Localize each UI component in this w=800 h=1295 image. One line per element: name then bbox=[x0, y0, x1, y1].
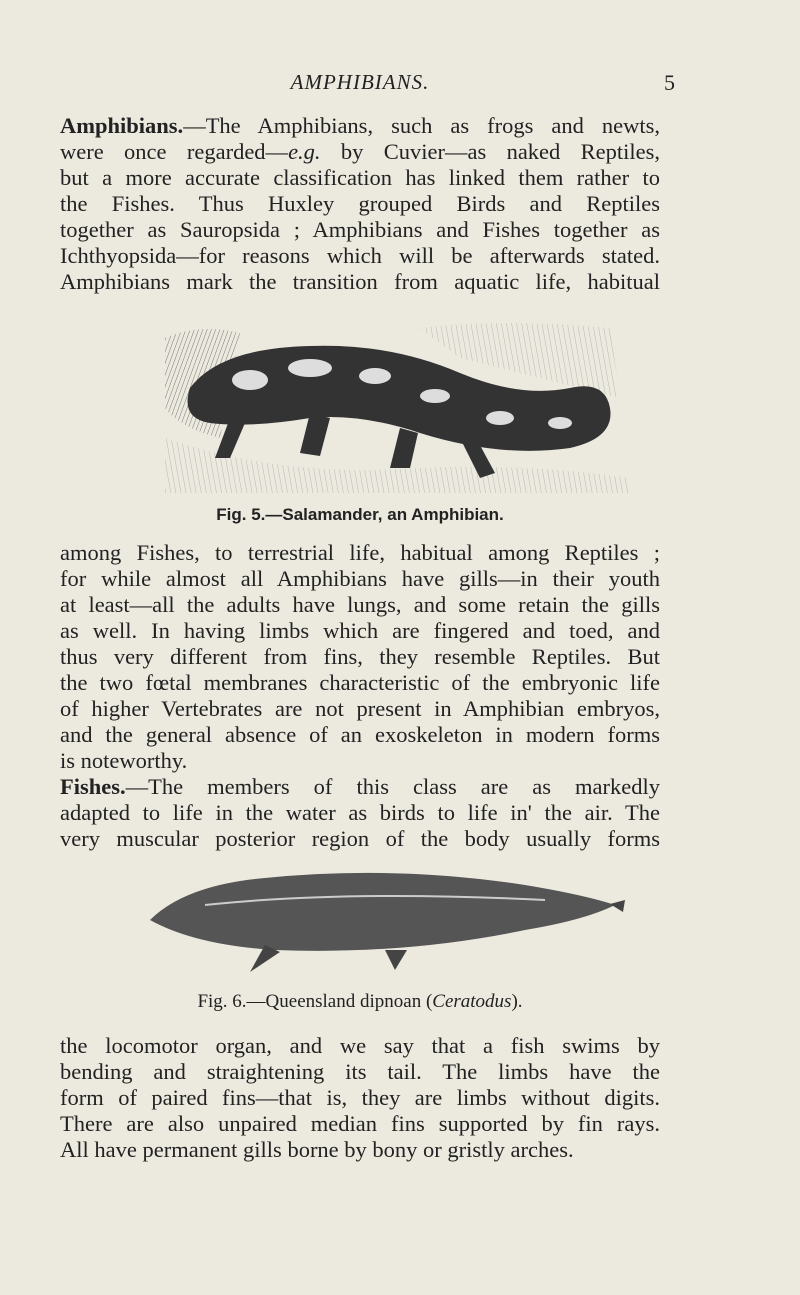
text-line: the locomotor organ, and we say that a fish swims by bbox=[60, 1033, 660, 1058]
text-line: Amphibians mark the transition from aquatic life, habitual bbox=[60, 269, 660, 294]
text-line: All have permanent gills borne by bony or gristly arches. bbox=[60, 1137, 574, 1162]
section-lead: Fishes. bbox=[60, 774, 126, 799]
text-line: thus very different from fins, they resemble Reptiles. But bbox=[60, 644, 660, 669]
text-line: but a more accurate classification has linked them rather to bbox=[60, 165, 660, 190]
text-line: form of paired fins—that is, they are limbs without digits. bbox=[60, 1085, 660, 1110]
paragraph-fishes bbox=[60, 774, 660, 852]
text-line: Fishes.—The members of this class are as markedly bbox=[60, 774, 660, 799]
text-line: as well. In having limbs which are fingered and toed, and bbox=[60, 618, 660, 643]
text-line: among Fishes, to terrestrial life, habitual among Reptiles ; bbox=[60, 540, 660, 565]
text-line: adapted to life in the water as birds to life in' the air. The bbox=[60, 800, 660, 825]
figure-5-caption: Fig. 5.—Salamander, an Amphibian. bbox=[216, 505, 504, 524]
text-line: There are also unpaired median fins supported by fin rays. bbox=[60, 1111, 660, 1136]
text-line: together as Sauropsida ; Amphibians and Fishes together as bbox=[60, 217, 660, 242]
text-line: the Fishes. Thus Huxley grouped Birds and Reptiles bbox=[60, 191, 660, 216]
text-line: and the general absence of an exoskeleton in modern forms bbox=[60, 722, 660, 747]
paragraph-amphibians bbox=[60, 113, 660, 295]
text-line: for while almost all Amphibians have gills—in their youth bbox=[60, 566, 660, 591]
figure-6-caption: Fig. 6.—Queensland dipnoan (Ceratodus). bbox=[197, 991, 523, 1012]
text-line: of higher Vertebrates are not present in Amphibian embryos, bbox=[60, 696, 660, 721]
text-line: very muscular posterior region of the body usually forms bbox=[60, 826, 660, 851]
text-line: the two fœtal membranes characteristic of the embryonic life bbox=[60, 670, 660, 695]
paragraph-locomotion bbox=[60, 1033, 660, 1163]
paragraph-transition bbox=[60, 540, 660, 774]
text-line: were once regarded—e.g. by Cuvier—as naked Reptiles, bbox=[60, 139, 660, 164]
salamander-illustration bbox=[160, 318, 630, 493]
text-line: bending and straightening its tail. The limbs have the bbox=[60, 1059, 660, 1084]
running-head bbox=[60, 66, 675, 96]
text-line: Ichthyopsida—for reasons which will be afterwards stated. bbox=[60, 243, 660, 268]
text-line: at least—all the adults have lungs, and some retain the gills bbox=[60, 592, 660, 617]
ceratodus-illustration bbox=[145, 860, 625, 975]
running-title: AMPHIBIANS. bbox=[290, 70, 430, 94]
section-lead: Amphibians. bbox=[60, 113, 184, 138]
text-line: is noteworthy. bbox=[60, 748, 188, 773]
text-line: Amphibians.—The Amphibians, such as frogs and newts, bbox=[60, 113, 660, 138]
page-number: 5 bbox=[664, 70, 675, 95]
